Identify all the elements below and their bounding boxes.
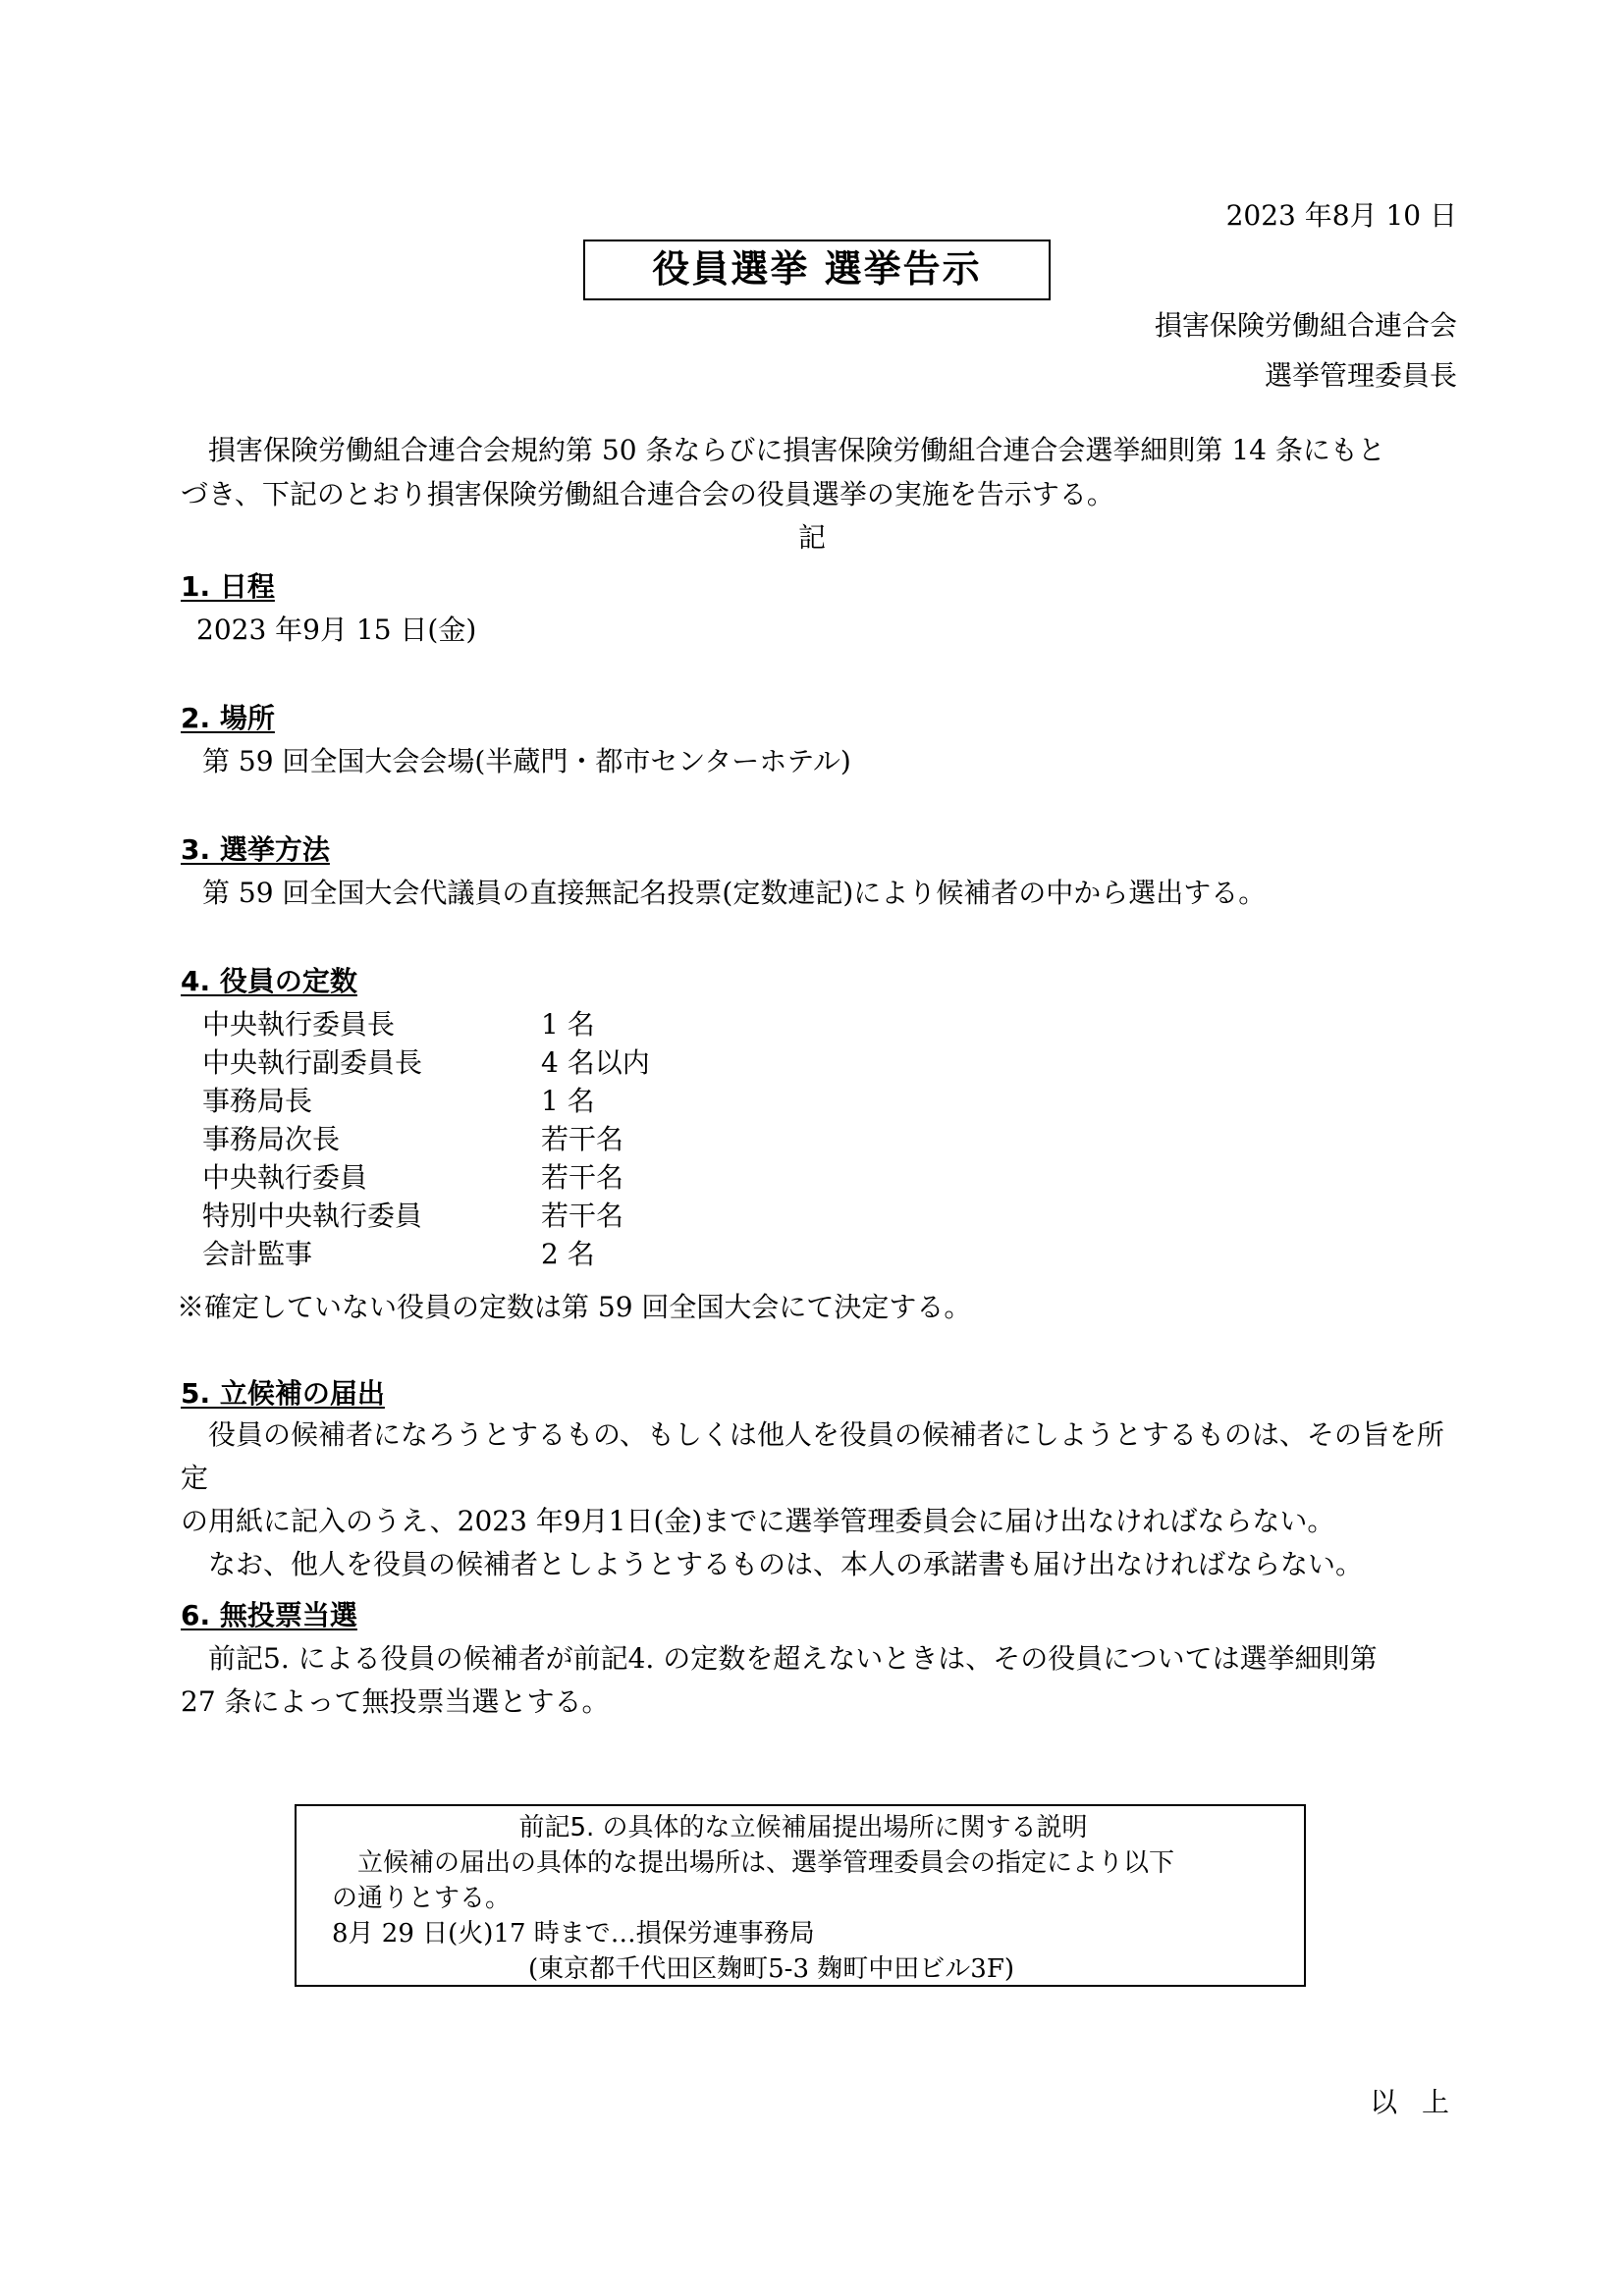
section-heading-uncontested: 6. 無投票当選	[181, 1599, 357, 1631]
quota-row	[202, 1120, 650, 1158]
notice-line-2: の通りとする。	[332, 1884, 512, 1913]
quota-role: 中央執行委員長	[202, 1008, 396, 1041]
quota-row	[202, 1235, 650, 1273]
quota-role: 中央執行副委員長	[202, 1046, 423, 1079]
notice-line-1: 立候補の届出の具体的な提出場所は、選挙管理委員会の指定により以下	[357, 1848, 1175, 1878]
notice-line-3: 8月 29 日(火)17 時まで…損保労連事務局	[332, 1919, 815, 1949]
quota-table	[202, 1005, 650, 1273]
section-heading-schedule: 1. 日程	[181, 570, 275, 603]
candidacy-line-2: の用紙に記入のうえ、2023 年9月1日(金)までに選挙管理委員会に届け出なければならない。	[181, 1505, 1335, 1537]
issuer-org: 損害保険労働組合連合会	[1154, 309, 1457, 342]
preamble	[181, 428, 1457, 516]
issuer-role: 選挙管理委員長	[1264, 359, 1457, 392]
preamble-line-1: 損害保険労働組合連合会規約第 50 条ならびに損害保険労働組合連合会選挙細則第 14 条にもと	[208, 434, 1385, 466]
candidacy-line-1: 役員の候補者になろうとするもの、もしくは他人を役員の候補者にしようとするものは、その旨を所定	[181, 1418, 1444, 1494]
closing-mark: 以 上	[1370, 2086, 1457, 2118]
quota-count: 若干名	[541, 1123, 624, 1155]
notice-title: 前記5. の具体的な立候補届提出場所に関する説明	[518, 1813, 1088, 1842]
quota-row	[202, 1043, 650, 1082]
candidacy-line-3: なお、他人を役員の候補者としようとするものは、本人の承諾書も届け出なければならない。	[208, 1548, 1364, 1580]
quota-role: 事務局次長	[202, 1123, 341, 1155]
method-text: 第 59 回全国大会代議員の直接無記名投票(定数連記)により候補者の中から選出する。	[202, 877, 1267, 909]
quota-note: ※確定していない役員の定数は第 59 回全国大会にて決定する。	[177, 1291, 972, 1323]
quota-count: 若干名	[541, 1161, 624, 1194]
quota-count: 2 名	[541, 1238, 595, 1270]
quota-role: 中央執行委員	[202, 1161, 368, 1194]
section-heading-quota: 4. 役員の定数	[181, 965, 357, 997]
quota-role: 会計監事	[202, 1238, 313, 1270]
notice-address: (東京都千代田区麹町5-3 麹町中田ビル3F)	[528, 1954, 1015, 1984]
quota-row	[202, 1005, 650, 1043]
quota-row	[202, 1158, 650, 1197]
quota-row	[202, 1082, 650, 1120]
quota-row	[202, 1197, 650, 1235]
issuer-block	[1155, 300, 1457, 400]
uncontested-line-2: 27 条によって無投票当選とする。	[181, 1685, 610, 1718]
uncontested-line-1: 前記5. による役員の候補者が前記4. の定数を超えないときは、その役員については選挙細則第	[208, 1642, 1378, 1675]
place-text: 第 59 回全国大会会場(半蔵門・都市センターホテル)	[202, 745, 851, 777]
section-heading-place: 2. 場所	[181, 702, 275, 734]
schedule-text: 2023 年9月 15 日(金)	[196, 614, 477, 646]
section-heading-candidacy: 5. 立候補の届出	[181, 1377, 385, 1410]
ki-marker: 記	[797, 521, 826, 554]
quota-count: 若干名	[541, 1200, 624, 1232]
quota-count: 4 名以内	[541, 1046, 650, 1079]
uncontested-text	[181, 1637, 1467, 1724]
candidacy-text	[181, 1414, 1467, 1586]
quota-role: 事務局長	[202, 1085, 313, 1117]
document-title-text: 役員選挙 選挙告示	[652, 247, 982, 292]
document-title	[583, 240, 1051, 300]
quota-count: 1 名	[541, 1008, 595, 1041]
quota-role: 特別中央執行委員	[202, 1200, 423, 1232]
preamble-line-2: づき、下記のとおり損害保険労働組合連合会の役員選挙の実施を告示する。	[181, 478, 1114, 510]
section-heading-method: 3. 選挙方法	[181, 833, 330, 866]
submission-place-notice	[295, 1804, 1306, 1987]
quota-count: 1 名	[541, 1085, 595, 1117]
document-date: 2023 年8月 10 日	[1225, 199, 1457, 232]
